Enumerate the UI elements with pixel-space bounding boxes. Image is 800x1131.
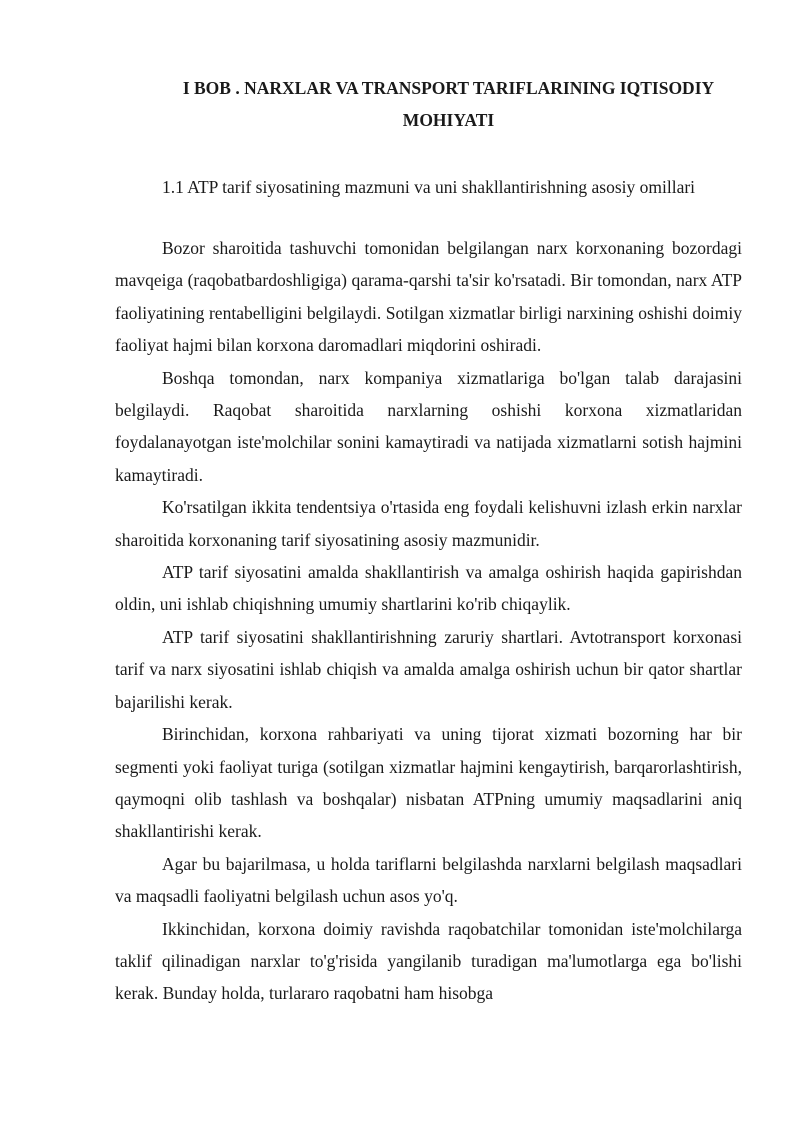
paragraph: Agar bu bajarilmasa, u holda tariflarni belgilashda narxlarni belgilash maqsadlari va maqsadli faoliyatni belgilash uchun asos yo'q. [115,853,742,907]
paragraph: Ko'rsatilgan ikkita tendentsiya o'rtasida eng foydali kelishuvni izlash erkin narxlar sharoitida korxonaning tarif siyosatining asosiy mazmunidir. [115,497,742,550]
chapter-title: I BOB . NARXLAR VA TRANSPORT TARIFLARINING IQTISODIY MOHIYATI [182,78,715,130]
paragraph: ATP tarif siyosatini amalda shakllantirish va amalga oshirish haqida gapirishdan oldin, uni ishlab chiqishning umumiy shartlarini ko'rib chiqaylik. [115,562,742,615]
paragraph: Birinchidan, korxona rahbariyati va uning tijorat xizmati bozorning har bir segmenti yoki faoliyat turiga (sotilgan xizmatlar hajmini kengaytirish, barqarorlashtirish, qaymoqni olib tashlash va boshqalar) nisbatan ATPning umumiy maqsadlarini aniq shakllantirishi kerak. [115,724,742,842]
section-title: 1.1 ATP tarif siyosatining mazmuni va uni shakllantirishning asosiy omillari [162,177,696,197]
paragraph: Ikkinchidan, korxona doimiy ravishda raqobatchilar tomonidan iste'molchilarga taklif qilinadigan narxlar to'g'risida yangilanib turadigan ma'lumotlarga ega bo'lishi kerak. Bunday holda, turlararo raqobatni ham hisobga [115,918,742,1004]
paragraph: Bozor sharoitida tashuvchi tomonidan belgilangan narx korxonaning bozordagi mavqeiga (raqobatbardoshligiga) qarama-qarshi ta'sir ko'rsatadi. Bir tomondan, narx ATP faoliyatining rentabelligini belgilaydi. Sotilgan xizmatlar birligi narxining oshishi doimiy faoliyat hajmi bilan korxona daromadlari miqdorini oshiradi. [115,238,742,356]
paragraph: ATP tarif siyosatini shakllantirishning zaruriy shartlari. Avtotransport korxonasi tarif va narx siyosatini ishlab chiqish va amalda amalga oshirish uchun bir qator shartlar bajarilishi kerak. [115,626,742,712]
paragraph: Boshqa tomondan, narx kompaniya xizmatlariga bo'lgan talab darajasini belgilaydi. Raqobat sharoitida narxlarning oshishi korxona xizmatlaridan foydalanayotgan iste'molchilar sonini kamaytiradi va natijada xizmatlarni sotish hajmini kamaytiradi. [115,367,742,485]
body-text [115,232,742,1010]
